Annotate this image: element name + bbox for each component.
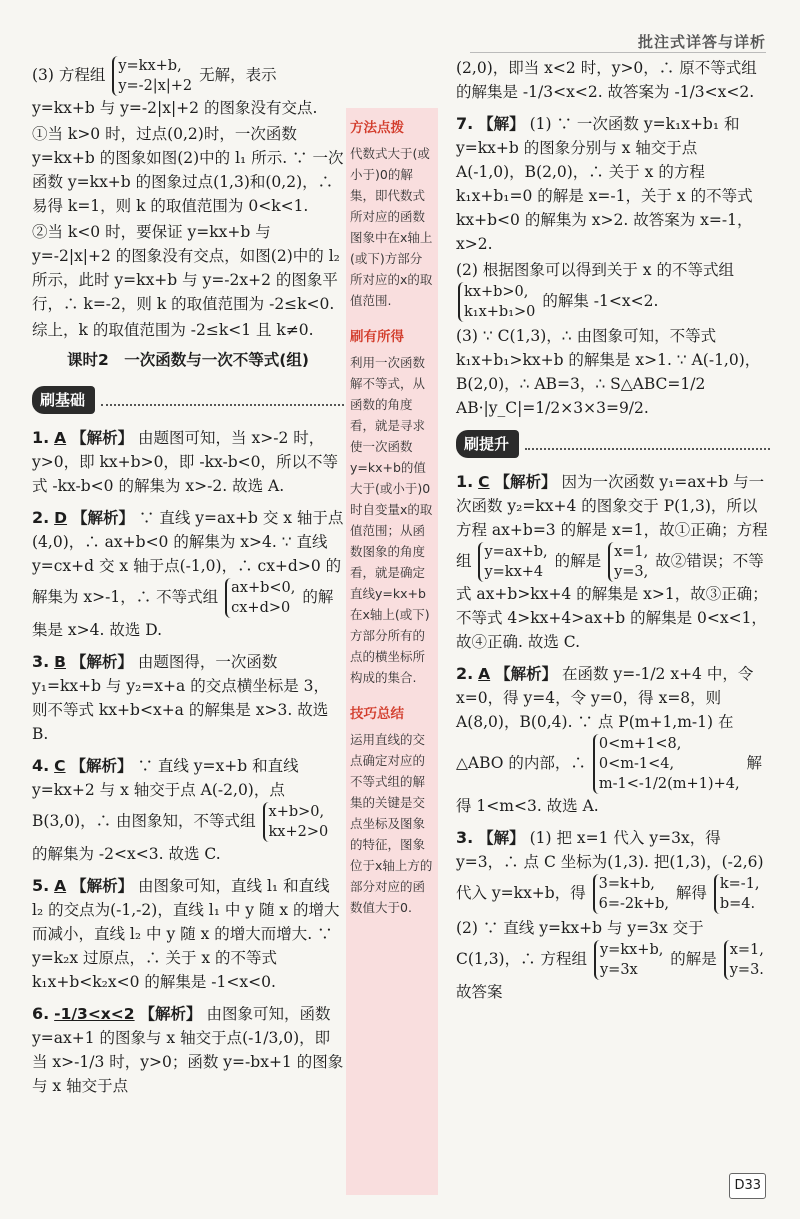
paragraph: (2) 根据图象可以得到关于 x 的不等式组 kx+b>0, k₁x+b₁>0 的解集 -1<x<2. (456, 261, 734, 320)
question-5: 5. A 【解析】 由图象可知，直线 l₁ 和直线 l₂ 的交点为(-1,-2)，直线 l₁ 中 y 随 x 的增大而减小，直线 l₂ 中 y 随 x 的增大而增大. ∵ y=k₂x 过原点，∴ 关于 x 的不等式 k₁x+b<k₂x<0 的解集是 -1<x<0. (32, 876, 340, 991)
paragraph: (3) ∵ C(1,3)，∴ 由图象可知，不等式 k₁x+b₁>kx+b 的解集是 x>1. ∵ A(-1,0)，B(2,0)，∴ AB=3，∴ S△ABC=1/2 AB·|y_C|=1/2×3×3=9/2. (456, 327, 761, 417)
question-4: 4. C 【解析】 ∵ 直线 y=x+b 和直线 y=kx+2 与 x 轴交于点 A(-2,0)，点 B(3,0)，∴ 由图象知，不等式组 x+b>0, kx+2>0 的解集为 -2<x<3. 故选 C. (32, 756, 329, 863)
badge-row (32, 378, 344, 418)
page-number: D33 (729, 1173, 766, 1199)
question-1-advanced: 1. C 【解析】 因为一次函数 y₁=ax+b 与一次函数 y₂=kx+4 的图象交于 P(1,3)，所以方程 ax+b=3 的解是 x=1，故①正确；方程组 y=ax+b, y=kx+4 的解是 x=1, y=3, 故②错误；不等式 ax+b>kx+4 的解集是 x>1，故③正确；不等式 4>kx+4>ax+b 的解集是 0<x<1，故④正确. 故选 C. (456, 472, 768, 651)
equation-system: kx+b>0, k₁x+b₁>0 (458, 282, 535, 322)
equation-system: x+b>0, kx+2>0 (263, 802, 329, 842)
badge-row (456, 422, 770, 462)
question-6: 6. -1/3<x<2 【解析】 由图象可知，函数 y=ax+1 的图象与 x 轴交于点(-1/3,0)，即当 x>-1/3 时，y>0；函数 y=-bx+1 的图象与 x 轴交于点 (32, 1004, 344, 1095)
page-header: 批注式详答与详析 (637, 33, 766, 51)
question-1: 1. A 【解析】 由题图可知，当 x>-2 时，y>0，即 kx+b>0，即 -kx-b<0，所以不等式 -kx-b<0 的解集为 x>-2. 故选 A. (32, 428, 338, 495)
paragraph: ①当 k>0 时，过点(0,2)时，一次函数 y=kx+b 的图象如图(2)中的 l₁ 所示. ∵ 一次函数 y=kx+b 的图象过点(1,3)和(0,2)，∴ 易得 k=1，则 k 的取值范围为 0<k<1. (32, 125, 344, 215)
section-badge: 刷基础 (32, 386, 95, 414)
annotation-tips: 技巧总结 运用直线的交点确定对应的不等式组的解集的关键是交点坐标及图象的特征，图象位于x轴上方的部分对应的函数值大于0. (350, 706, 433, 915)
equation-system: x=1, y=3, (608, 542, 648, 582)
equation-system: y=kx+b, y=3x (594, 940, 663, 980)
header-rule (470, 52, 766, 53)
question-7: 7. 【解】 (1) ∵ 一次函数 y=k₁x+b₁ 和 y=kx+b 的图象分别与 x 轴交于点 A(-1,0)，B(2,0)，∴ 关于 x 的方程 k₁x+b₁=0 的解是 x=-1，关于 x 的不等式 kx+b<0 的解集为 x>2. 故答案为 x=-1，x>2. (456, 114, 753, 253)
divider (101, 390, 344, 406)
section-title: 课时2 一次函数与一次不等式(组) (67, 351, 309, 369)
equation-system: 0<m+1<8, 0<m-1<4, m-1<-1/2(m+1)+4, (593, 734, 740, 794)
section-badge: 刷提升 (456, 430, 519, 458)
question-3-advanced: 3. 【解】 (1) 把 x=1 代入 y=3x，得 y=3，∴ 点 C 坐标为(1,3). 把(1,3)，(-2,6)代入 y=kx+b，得 3=k+b, 6=-2k+b, 解得 k=-1, b=4. (456, 828, 764, 912)
paragraph: 综上，k 的取值范围为 -2≤k<1 且 k≠0. (32, 321, 314, 339)
annotation-takeaway: 刷有所得 利用一次函数解不等式，从函数的角度看，就是寻求使一次函数y=kx+b的值大于(或小于)0时自变量x的取值范围；从函数图象的角度看，就是确定直线y=kx+b在x轴上(或下)方部分所有的点的横坐标所构成的集合. (350, 329, 433, 685)
paragraph: (2,0)，即当 x<2 时，y>0，∴ 原不等式组的解集是 -1/3<x<2. 故答案为 -1/3<x<2. (456, 59, 757, 101)
question-2: 2. D 【解析】 ∵ 直线 y=ax+b 交 x 轴于点(4,0)，∴ ax+b<0 的解集为 x>4. ∵ 直线 y=cx+d 交 x 轴于点(-1,0)，∴ cx+d>0 的解集为 x>-1，∴ 不等式组 ax+b<0, cx+d>0 的解集是 x>4. 故选 D. (32, 508, 344, 639)
left-column (32, 56, 344, 1100)
paragraph: ②当 k<0 时，要保证 y=kx+b 与 y=-2|x|+2 的图象没有交点，如图(2)中的 l₂ 所示，此时 y=kx+b 与 y=-2x+2 的图象平行，∴ k=-2，则 k 的取值范围为 -2≤k<0. (32, 223, 340, 313)
divider (525, 434, 770, 450)
equation-system: y=kx+b, y=-2|x|+2 (112, 56, 192, 96)
annotation-sidebar (346, 108, 438, 1195)
paragraph: (2) ∵ 直线 y=kx+b 与 y=3x 交于 C(1,3)，∴ 方程组 y=kx+b, y=3x 的解是 x=1, y=3. 故答案 (456, 919, 764, 1001)
annotation-method: 方法点拨 代数式大于(或小于)0的解集，即代数式所对应的函数图象中在x轴上(或下)方部分所对应的x的取值范围. (350, 120, 433, 308)
equation-system: 3=k+b, 6=-2k+b, (593, 874, 669, 914)
question-2-advanced: 2. A 【解析】 在函数 y=-1/2 x+4 中，令 x=0，得 y=4，令 y=0，得 x=8，则 A(8,0)，B(0,4). ∵ 点 P(m+1,m-1) 在 △ABO 的内部，∴ 0<m+1<8, 0<m-1<4, m-1<-1/2(m+1)+4, 解得 1<m<3. 故选 A. (456, 664, 763, 815)
paragraph: (3) 方程组 y=kx+b, y=-2|x|+2 无解，表示 y=kx+b 与 y=-2|x|+2 的图象没有交点. (32, 58, 318, 117)
question-3: 3. B 【解析】 由题图得，一次函数 y₁=kx+b 与 y₂=x+a 的交点横坐标是 3，则不等式 kx+b<x+a 的解集是 x>3. 故选 B. (32, 652, 329, 743)
equation-system: x=1, y=3. (724, 940, 764, 980)
equation-system: y=ax+b, y=kx+4 (478, 542, 547, 582)
equation-system: k=-1, b=4. (714, 874, 760, 914)
right-column (456, 56, 770, 1006)
equation-system: ax+b<0, cx+d>0 (225, 578, 295, 618)
